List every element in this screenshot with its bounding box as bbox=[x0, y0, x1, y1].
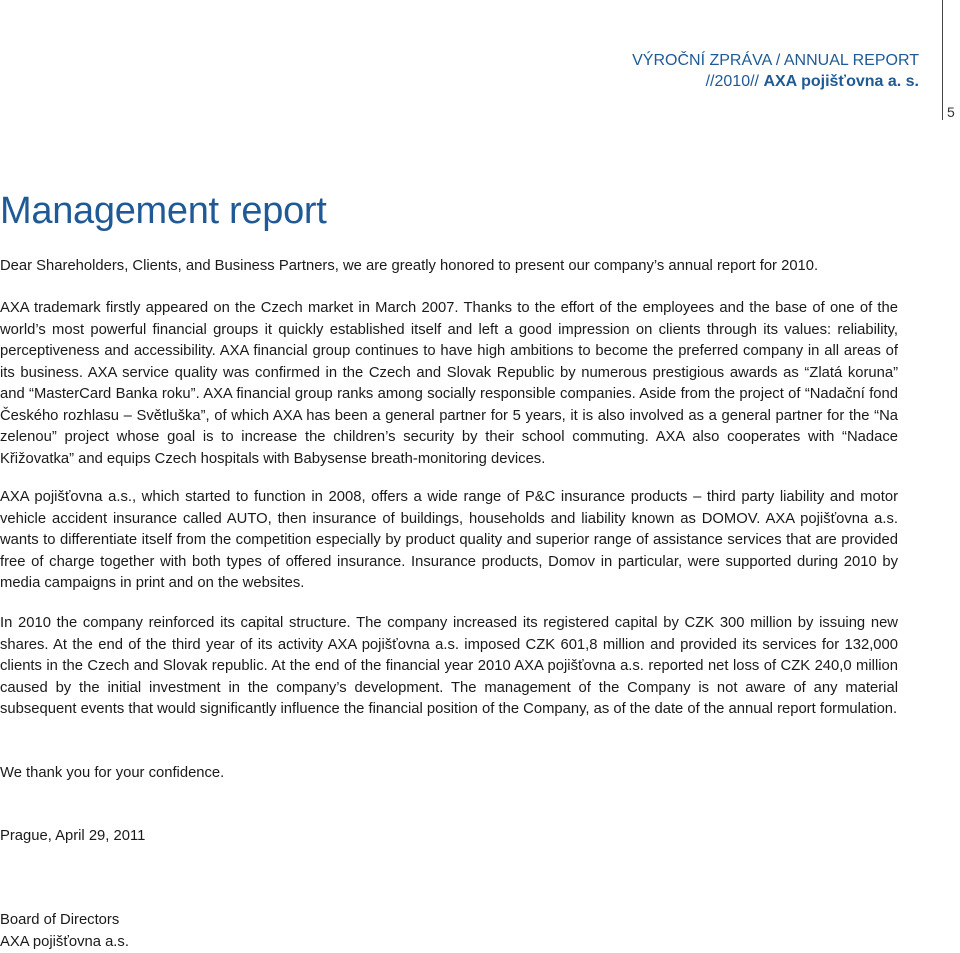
header-divider bbox=[942, 0, 943, 120]
header-year: //2010// bbox=[705, 73, 764, 90]
intro-paragraph: Dear Shareholders, Clients, and Business Partners, we are greatly honored to present our company’s annual report for 2010. bbox=[0, 258, 819, 274]
page-title: Management report bbox=[0, 190, 327, 232]
trademark-paragraph: AXA trademark firstly appeared on the Czech market in March 2007. Thanks to the effort of the employees and the base of one of the world’s most powerful financial groups it quickly established itself and left a good impression on clients through its values: reliability, perceptiveness and accessibility. AXA financial group continues to have high ambitions to become the preferred company in all areas of its business. AXA service quality was confirmed in the Czech and Slovak Republic by numerous prestigious awards as “Zlatá koruna” and “MasterCard Banka roku”. AXA financial group ranks among socially responsible companies. Aside from the project of “Nadační fond Českého rozhlasu – Světluška”, of which AXA has been a general partner for 5 years, it is also involved as a general partner for the “Na zelenou” project whose goal is to increase the children’s security by their school commuting. AXA also cooperates with “Nadace Křižovatka” and equips Czech hospitals with Babysense breath-monitoring devices. bbox=[0, 300, 898, 467]
report-header bbox=[632, 50, 919, 92]
signature-block bbox=[0, 910, 898, 953]
place-date: Prague, April 29, 2011 bbox=[0, 828, 146, 844]
signatory: Board of Directors bbox=[0, 912, 120, 928]
page-number: 5 bbox=[947, 104, 955, 120]
thanks-paragraph: We thank you for your confidence. bbox=[0, 765, 225, 781]
capital-paragraph: In 2010 the company reinforced its capital structure. The company increased its registered capital by CZK 300 million by issuing new shares. At the end of the third year of its activity AXA pojišťovna a.s. imposed CZK 601,8 million and provided its services for 132,000 clients in the Czech and Slovak republic. At the end of the financial year 2010 AXA pojišťovna a.s. reported net loss of CZK 240,0 million caused by the initial investment in the company’s development. The management of the Company is not aware of any material subsequent events that would significantly influence the financial position of the Company, as of the date of the annual report formulation. bbox=[0, 615, 898, 717]
header-report-title: VÝROČNÍ ZPRÁVA / ANNUAL REPORT bbox=[632, 52, 919, 69]
header-company: AXA pojišťovna a. s. bbox=[763, 73, 919, 90]
signatory-company: AXA pojišťovna a.s. bbox=[0, 933, 129, 950]
products-paragraph: AXA pojišťovna a.s., which started to function in 2008, offers a wide range of P&C insurance products – third party liability and motor vehicle accident insurance called AUTO, then insurance of buildings, households and liability known as DOMOV. AXA pojišťovna a.s. wants to differentiate itself from the competition especially by product quality and superior range of assistance services that are provided free of charge together with both types of offered insurance. Insurance products, Domov in particular, were supported during 2010 by media campaigns in print and on the websites. bbox=[0, 489, 898, 591]
header-year-company bbox=[632, 71, 919, 92]
